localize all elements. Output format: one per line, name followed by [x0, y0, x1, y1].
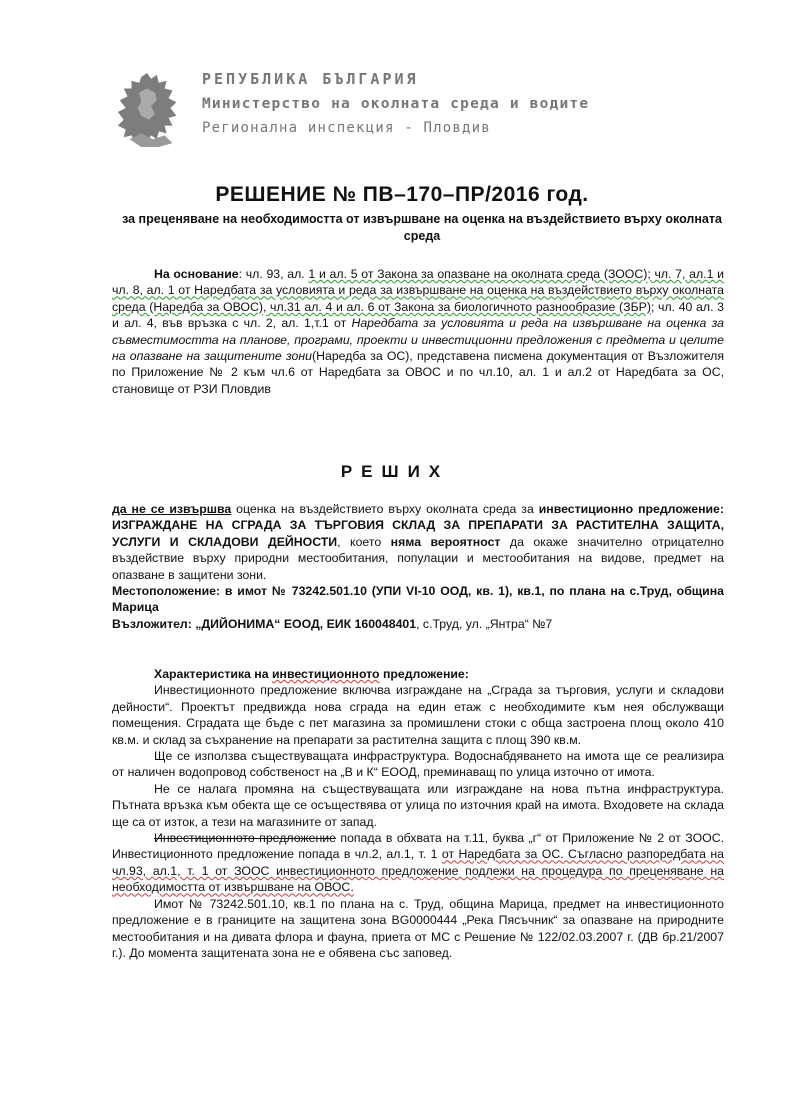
decision-lead: да не се извършва [112, 502, 232, 516]
characteristics-p4-b: попада в обхвата на т.11, буква „г“ от Приложение № 2 от ЗООС. Инвестиционното предложение попада в чл.2, ал.1, т. 1 [112, 831, 724, 862]
characteristics-paragraph-1: Инвестиционното предложение включва изграждане на „Сграда за търговия, услуги и складови дейности“. Проектът предвижда нова сграда на един етаж с необходимите към нея обслужващи помещения. Сградата ще бъде с пет магазина за промишлени стоки с обща застроена площ около 410 кв.м. и склад за съхранение на препарати за растителна защита с площ 390 кв.м. [112, 683, 724, 747]
characteristics-heading [112, 666, 724, 682]
header-inspection: Регионална инспекция - Пловдив [202, 120, 491, 136]
decision-text-5: да окаже значително отрицателно въздействие върху природни местообитания, популации и местообитания на видове, предмет на опазване в защитени зони. [112, 534, 725, 582]
characteristics-paragraph-5: Имот № 73242.501.10, кв.1 по плана на с. Труд, община Марица, предмет на инвестиционното предложение е в границите на защитена зона BG0000444 „Река Пясъчник“ за опазване на природните местообитания и на дивата флора и фауна, приета от МС с Решение № 122/02.03.2007 г. (ДВ бр.21/2007 г.). До момента защитената зона не е обявена със заповед. [112, 896, 724, 960]
basis-text-1: : чл. 93, ал. [238, 267, 309, 281]
decision-title: РЕШЕНИЕ № ПВ–170–ПР/2016 год. [215, 183, 589, 206]
characteristics-paragraph-2: Ще се използва съществуващата инфраструктура. Водоснабдяването на имота ще се реализира от наличен водопровод собственост на „В и К“ ЕООД, преминаващ по улица източно от имота. [112, 749, 724, 780]
characteristics-heading-a: Характеристика на [154, 667, 272, 681]
decision-text-3: , което [337, 534, 391, 549]
characteristics-paragraph-4 [112, 830, 724, 896]
ministry-header [202, 70, 589, 136]
header-country: РЕПУБЛИКА БЪЛГАРИЯ [202, 70, 419, 88]
characteristics-heading-b: инвестиционното [272, 667, 380, 681]
legal-basis-paragraph [112, 266, 724, 397]
basis-text-4: Наредбата за условията и реда на извършване на оценка за съвместимостта на планове, програми, проекти и инвестиционни предложения с предмета и целите на опазване на защитените зони [112, 316, 724, 364]
basis-lead: На основание [154, 267, 239, 281]
decision-subtitle: за преценяване на необходимостта от извършване на оценка на въздействието върху околната среда [122, 212, 722, 243]
basis-text-2: 1 и ал. 5 от Закона за опазване на околната среда (ЗООС); чл. 7, ал.1 и чл. 8, ал. 1 от Наредбата за условията и реда за извършване на оценка на въздействието върху околната среда (Наредба за ОВОС), чл.31 ал. 4 и ал. 6 от Закона за биологичното разнообразие (ЗБР) [112, 267, 724, 314]
decision-text-1: оценка на въздействието върху околната среда за [231, 502, 539, 516]
decision-investor-address: , с.Труд, ул. „Янтра“ №7 [416, 616, 553, 631]
characteristics-p4-a: Инвестиционното предложение [154, 831, 336, 846]
header-ministry: Министерство на околната среда и водите [202, 96, 590, 112]
decision-no-probability: няма вероятност [390, 534, 501, 549]
basis-text-5: (Наредба за ОС), представена писмена документация от Възложителя по Приложение № 2 към чл.6 от Наредбата за ОВОС и по чл.10, ал. 1 и ал.2 от Наредбата за ОС, становище от РЗИ Пловдив [112, 349, 724, 396]
basis-text-3: ; чл. 40 ал. 3 и ал. 4, във връзка с чл. 2, ал. 1,т.1 от [112, 299, 724, 331]
characteristics-p4-c: от Наредбата за ОС. Съгласно разпоредбата на чл.93, ал.1, т. 1 от ЗООС инвестиционното предложение подлежи на процедура по преценяване на необходимостта от извършване на ОВОС. [112, 847, 724, 895]
decision-investor: Възложител: „ДИЙОНИМА“ ЕООД, ЕИК 160048401 [112, 616, 417, 631]
decision-location: Местоположение: в имот № 73242.501.10 (УПИ VI-10 ООД, кв. 1), кв.1, по плана на с.Труд, община Марица [112, 584, 724, 615]
decision-paragraph [112, 501, 724, 632]
characteristics-paragraph-3: Не се налага промяна на съществуващата или изграждане на нова пътна инфраструктура. Пътната връзка към обекта ще се осъществява от улица по източния край на имота. Входовете на склада ще са от изток, а тези на магазините от запад. [112, 781, 724, 829]
decided-heading: РЕШИХ [340, 462, 450, 481]
decision-project: инвестиционно предложение: ИЗГРАЖДАНЕ НА СГРАДА ЗА ТЪРГОВИЯ СКЛАД ЗА ПРЕПАРАТИ ЗА РАСТИТЕЛНА ЗАЩИТА, УСЛУГИ И СКЛАДОВИ ДЕЙНОСТИ [112, 502, 724, 549]
lion-emblem-icon [112, 70, 190, 150]
characteristics-section [112, 666, 724, 961]
characteristics-heading-c: предложение: [379, 667, 469, 681]
